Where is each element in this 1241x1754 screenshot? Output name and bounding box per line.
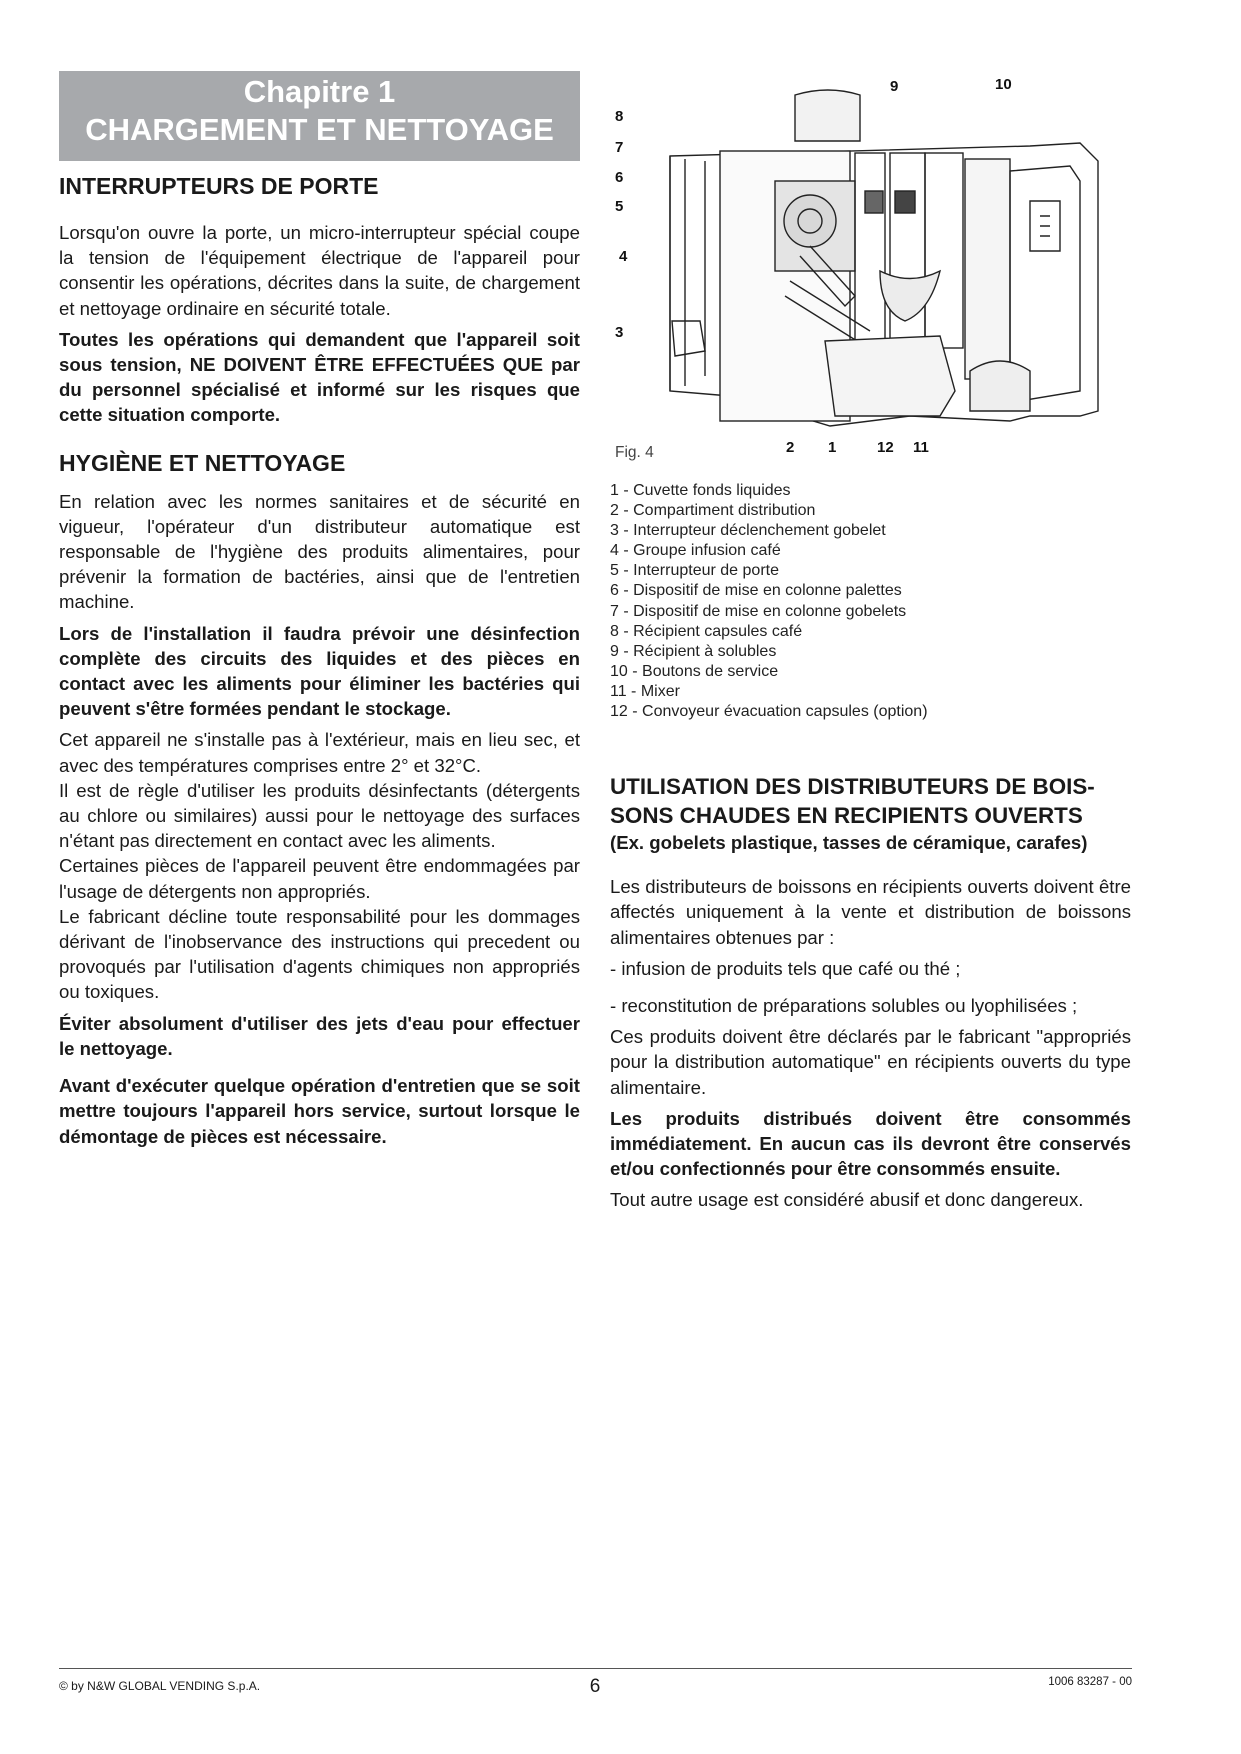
figure-callout-11: 11 xyxy=(913,439,929,456)
machine-figure xyxy=(610,71,1131,461)
vending-machine-drawing xyxy=(610,71,1131,461)
figure-legend xyxy=(610,481,1131,722)
legend-item: 10 - Boutons de service xyxy=(610,662,779,680)
figure-callout-9: 9 xyxy=(890,78,899,95)
warning-paragraph: Éviter absolument d'utiliser des jets d'eau pour effectuer le nettoyage. xyxy=(59,1012,580,1059)
section-heading-hot-drinks-line2: SONS CHAUDES EN RECIPIENTS OUVERTS xyxy=(610,803,1083,829)
section-subheading: (Ex. gobelets plastique, tasses de céramique, carafes) xyxy=(610,832,1088,854)
figure-callout-12: 12 xyxy=(877,439,894,456)
figure-callout-10: 10 xyxy=(995,76,1012,93)
legend-item: 9 - Récipient à solubles xyxy=(610,642,777,660)
footer-copyright: © by N&W GLOBAL VENDING S.p.A. xyxy=(59,1679,261,1693)
paragraph: Lorsqu'on ouvre la porte, un micro-interrupteur spécial coupe la tension de l'équipement électrique de l'appareil pour consentir les opérations, décrites dans la suite, de chargement et nettoyage ordinaire en sécurité totale. xyxy=(59,222,580,319)
list-item: - reconstitution de préparations solubles ou lyophilisées ; xyxy=(610,994,1078,1016)
legend-item: 7 - Dispositif de mise en colonne gobelets xyxy=(610,602,907,620)
chapter-title-box xyxy=(59,71,580,161)
paragraph: En relation avec les normes sanitaires et de sécurité en vigueur, l'opérateur d'un distributeur automatique est responsable de l'hygiène des produits alimentaires, pour prévenir la formation de bactéries, ainsi que de l'entretien machine. xyxy=(59,490,580,613)
chapter-title: CHARGEMENT ET NETTOYAGE xyxy=(85,112,554,147)
figure-callout-2: 2 xyxy=(786,439,795,456)
warning-paragraph: Lors de l'installation il faudra prévoir une désinfection complète des circuits des liquides et des pièces en contact avec les aliments pour éliminer les bactéries qui peuvent s'être formées pendant le stockage. xyxy=(59,622,580,720)
left-column xyxy=(59,71,580,1149)
legend-item: 2 - Compartiment distribution xyxy=(610,502,816,520)
document-code: 1006 83287 - 00 xyxy=(1048,1676,1132,1688)
legend-item: 1 - Cuvette fonds liquides xyxy=(610,482,791,499)
legend-item: 4 - Groupe infusion café xyxy=(610,542,781,560)
figure-callout-4: 4 xyxy=(619,248,628,265)
paragraph: Ces produits doivent être déclarés par le fabricant "appropriés pour la distribution automatique" en récipients ouverts du type alimentaire. xyxy=(610,1026,1131,1098)
legend-item: 5 - Interrupteur de porte xyxy=(610,562,779,580)
section-heading-hot-drinks-line1: UTILISATION DES DISTRIBUTEURS DE BOIS- xyxy=(610,774,1095,800)
chapter-number: Chapitre 1 xyxy=(243,74,396,109)
paragraph: Certaines pièces de l'appareil peuvent être endommagées par l'usage de détergents non appropriés. xyxy=(59,855,580,902)
paragraph: Cet appareil ne s'installe pas à l'extérieur, mais en lieu sec, et avec des températures comprises entre 2° et 32°C. xyxy=(59,729,580,776)
legend-item: 3 - Interrupteur déclenchement gobelet xyxy=(610,522,886,540)
page-number: 6 xyxy=(589,1676,601,1697)
figure-callout-5: 5 xyxy=(615,198,624,215)
figure-callout-6: 6 xyxy=(615,169,624,186)
footer-divider xyxy=(59,1668,1132,1669)
warning-paragraph: Avant d'exécuter quelque opération d'entretien que se soit mettre toujours l'appareil hors service, surtout lorsque le démontage de pièces est nécessaire. xyxy=(59,1075,580,1147)
right-column xyxy=(610,71,1131,1213)
figure-callout-8: 8 xyxy=(615,108,624,125)
figure-caption: Fig. 4 xyxy=(615,444,654,461)
section-heading-hygiene: HYGIÈNE ET NETTOYAGE xyxy=(59,449,346,476)
list-item: - infusion de produits tels que café ou thé ; xyxy=(610,957,961,979)
warning-paragraph: Toutes les opérations qui demandent que l'appareil soit sous tension, NE DOIVENT ÊTRE EFFECTUÉES QUE par du personnel spécialisé et informé sur les risques que cette situation comporte. xyxy=(59,328,580,426)
legend-item: 6 - Dispositif de mise en colonne palettes xyxy=(610,582,902,600)
legend-item: 8 - Récipient capsules café xyxy=(610,622,803,640)
warning-paragraph: Les produits distribués doivent être consommés immédiatement. En aucun cas ils devront être conservés et/ou confectionnés pour être consommés ensuite. xyxy=(610,1107,1131,1180)
figure-callout-7: 7 xyxy=(615,139,624,156)
legend-item: 12 - Convoyeur évacuation capsules (option) xyxy=(610,703,928,721)
paragraph: Les distributeurs de boissons en récipients ouverts doivent être affectés uniquement à la vente et distribution de boissons alimentaires obtenues par : xyxy=(610,876,1131,948)
paragraph: Il est de règle d'utiliser les produits désinfectants (détergents au chlore ou similaires) aussi pour le nettoyage des surfaces n'étant pas directement en contact avec les aliments. xyxy=(59,779,580,852)
legend-item: 11 - Mixer xyxy=(610,682,680,700)
paragraph: Le fabricant décline toute responsabilité pour les dommages dérivant de l'inobservance des instructions qui precedent ou provoqués par l'utilisation d'agents chimiques non appropriés ou toxiques. xyxy=(59,905,580,1003)
paragraph: Tout autre usage est considéré abusif et donc dangereux. xyxy=(610,1189,1084,1211)
section-heading-door-switches: INTERRUPTEURS DE PORTE xyxy=(59,173,379,199)
figure-callout-3: 3 xyxy=(615,324,624,341)
figure-callout-1: 1 xyxy=(828,439,837,456)
